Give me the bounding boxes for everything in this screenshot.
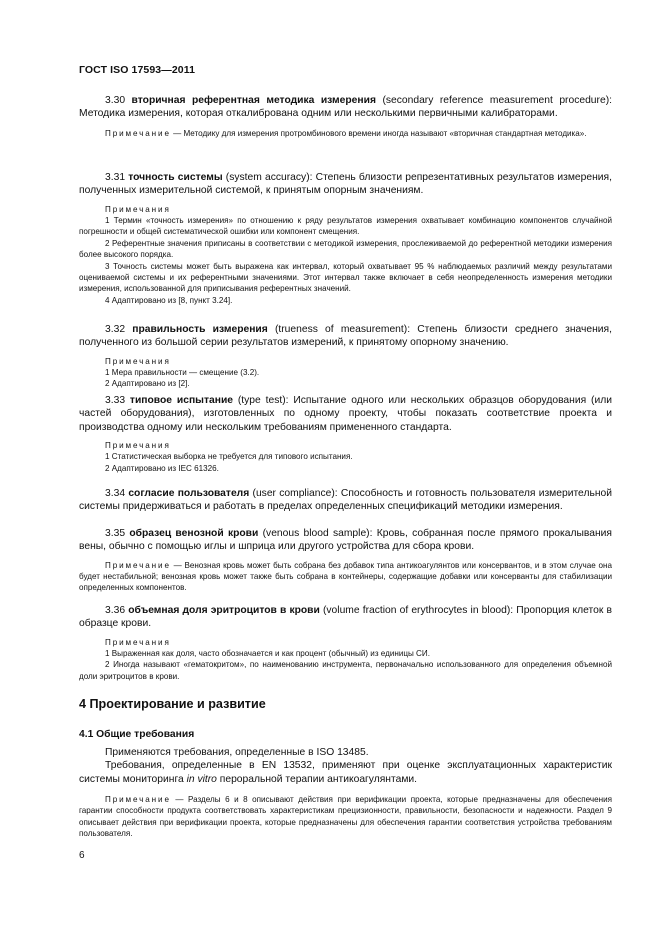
term-3-30-definition: 3.30 вторичная референтная методика измерения (secondary reference measurement procedure): Методика измерения, которая откалибрована одним или несколькими первичными калибраторами.: [79, 95, 612, 120]
term-3-31-note-1: 1 Термин «точность измерения» по отношению к ряду результатов измерения охватывает комбинацию компонентов случайной погрешности и общей систематической ошибки или компонент смещения.: [79, 216, 612, 237]
term-3-32-note-1: 1 Мера правильности — смещение (3.2).: [105, 368, 260, 377]
section-4-heading: 4 Проектирование и развитие: [79, 697, 266, 711]
term-3-36-title: объемная доля эритроцитов в крови: [128, 605, 320, 616]
term-3-36-notes-label: Примечания: [105, 637, 171, 647]
term-3-36: [79, 604, 612, 682]
term-3-32: [79, 323, 612, 390]
term-3-31-note-3: 3 Точность системы может быть выражена как интервал, который охватывает 95 % наблюдаемых различий между результатами оцениваемой системы и их референтными значениями. Этот интервал также включает в себя неопределенность измерения методики измерения, использованной для приписывания референтных значений.: [79, 261, 612, 294]
term-3-35-title: образец венозной крови: [129, 528, 259, 539]
term-3-31-note-2: 2 Референтные значения приписаны в соответствии с методикой измерения, прослеживаемой до референтной методики измерения более высокого порядка.: [79, 238, 612, 260]
section-4-1-note: Примечание — Разделы 6 и 8 описывают действия при верификации проекта, которые предназначены для обеспечения гарантии способности продукта соответствовать характеристикам прецизионности, правильности, безопасности и надежности. Раздел 9 описывает действия при верификации проекта, которые предназначены для обеспечения гарантии соответствия устройства требованиям пользователя.: [79, 794, 612, 839]
term-3-35: [79, 527, 612, 594]
document-header: ГОСТ ISO 17593—2011: [79, 64, 196, 76]
term-3-32-title: правильность измерения: [132, 324, 268, 335]
term-3-36-note-1: 1 Выраженная как доля, часто обозначается и как процент (обычный) из единицы СИ.: [105, 649, 430, 658]
term-3-36-note-2: 2 Иногда называют «гематокритом», по наименованию инструмента, первоначально использованного для определения объемной доли эритроцитов в крови.: [79, 660, 612, 681]
term-3-35-note: Примечание — Венозная кровь может быть собрана без добавок типа антикоагулянтов или консервантов, и в этом случае она будет нестабильной; венозная кровь может также быть собрана в контейнеры, содержащие добавки или консерванты для стабилизации определенных компонентов.: [79, 560, 612, 593]
term-3-31-title: точность системы: [128, 172, 223, 183]
term-3-36-definition: 3.36 объемная доля эритроцитов в крови (volume fraction of erythrocytes in blood): Пропорция клеток в образце крови.: [79, 605, 612, 630]
term-3-33-title: типовое испытание: [129, 395, 233, 406]
term-3-31: [79, 171, 612, 306]
term-3-33-note-1: 1 Статистическая выборка не требуется для типового испытания.: [105, 452, 353, 462]
term-3-33-note-2: 2 Адаптировано из IEC 61326.: [105, 463, 219, 473]
section-4-1-para-1: Применяются требования, определенные в ISO 13485.: [105, 747, 369, 758]
term-3-35-definition: 3.35 образец венозной крови (venous blood sample): Кровь, собранная после прямого прокалывания вены, обычно с помощью иглы и шприца или другого устройства для сбора крови.: [79, 528, 612, 553]
term-3-33-definition: 3.33 типовое испытание (type test): Испытание одного или нескольких образцов оборудования (или частей оборудования), изготовленных по одному проекту, чтобы показать соответствие проекта и производства одному или нескольким требованиям примененного стандарта.: [79, 395, 612, 433]
term-3-30: [79, 94, 612, 139]
term-3-34-definition: 3.34 согласие пользователя (user compliance): Способность и готовность пользователя измерительной системы придерживаться и работать в пределах определенных спецификаций методики измерения.: [79, 488, 612, 513]
term-3-32-notes-label: Примечания: [105, 356, 171, 366]
subsection-4-1-heading: 4.1 Общие требования: [79, 729, 195, 740]
term-3-34-title: согласие пользователя: [128, 488, 250, 499]
term-3-34: [79, 487, 612, 514]
page-number: 6: [79, 850, 85, 861]
term-3-31-notes-label: Примечания: [105, 204, 171, 214]
term-3-33-notes-label: Примечания: [105, 440, 171, 450]
term-3-32-definition: 3.32 правильность измерения (trueness of measurement): Степень близости среднего значения, полученного из большой серии результатов измерений, к принятому опорному значению.: [79, 324, 612, 349]
term-3-31-note-4: 4 Адаптировано из [8, пункт 3.24].: [105, 295, 233, 305]
term-3-33: [79, 394, 612, 474]
term-3-30-note: Примечание — Методику для измерения протромбинового времени иногда называют «вторичная стандартная методика».: [105, 128, 587, 138]
section-4-1-para-2: Требования, определенные в EN 13532, применяют при оценке эксплуатационных характеристик системы мониторинга in vitro пероральной терапии антикоагулянтами.: [79, 760, 612, 785]
term-3-31-definition: 3.31 точность системы (system accuracy): Степень близости репрезентативных результатов измерения, полученных измерительной системой, к принятым опорным значениям.: [79, 172, 612, 197]
term-3-30-title: вторичная референтная методика измерения: [131, 95, 376, 106]
term-3-32-note-2: 2 Адаптировано из [2].: [105, 379, 190, 389]
section-4-1-body: [79, 746, 612, 840]
